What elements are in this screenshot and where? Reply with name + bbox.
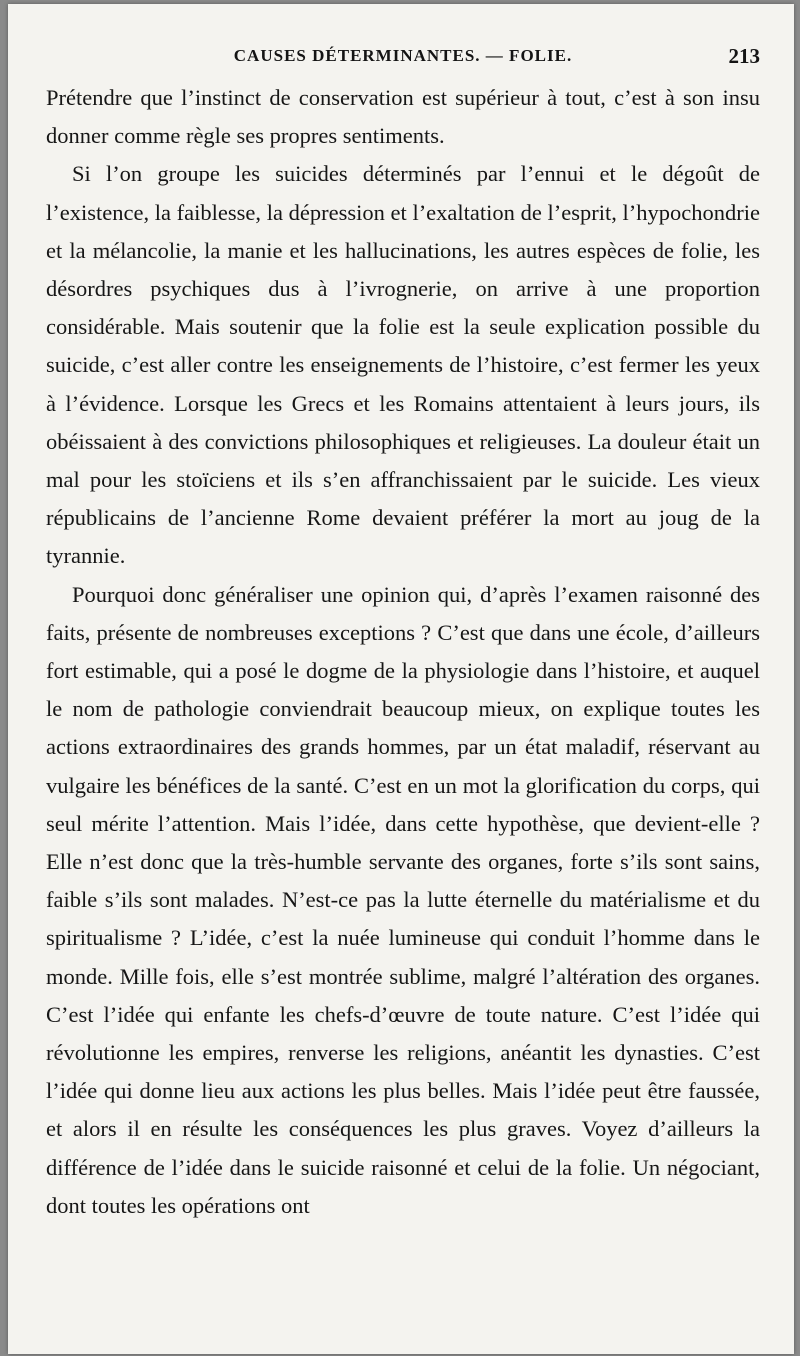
paragraph-generalisation: Pourquoi donc généraliser une opinion qui, d’après l’examen raisonné des faits, présente de nombreuses exceptions ? C’est que dans une école, d’ailleurs fort estimable, qui a posé le dogme de la physiologie dans l’histoire, et auquel le nom de pathologie conviendrait beaucoup mieux, on explique toutes les actions extraordinaires des grands hommes, par un état maladif, réservant au vulgaire les bénéfices de la santé. C’est en un mot la glorification du corps, qui seul mérite l’attention. Mais l’idée, dans cette hypothèse, que devient-elle ? Elle n’est donc que la très-humble servante des organes, forte s’ils sont sains, faible s’ils sont malades. N’est-ce pas la lutte éternelle du matérialisme et du spiritualisme ? L’idée, c’est la nuée lumineuse qui conduit l’homme dans le monde. Mille fois, elle s’est montrée sublime, malgré l’altération des organes. C’est l’idée qui enfante les chefs-d’œuvre de toute nature. C’est l’idée qui révolutionne les empires, renverse les religions, anéantit les dynasties. C’est l’idée qui donne lieu aux actions les plus belles. Mais l’idée peut être faussée, et alors il en résulte les conséquences les plus graves. Voyez d’ailleurs la différence de l’idée dans le suicide raisonné et celui de la folie. Un négociant, dont toutes les opérations ont (46, 581, 760, 1218)
paragraph-continuation: Prétendre que l’instinct de conservation est supérieur à tout, c’est à son insu donner comme règle ses propres sentiments. (46, 85, 760, 149)
page-header (46, 44, 760, 74)
paragraph-suicide-groups: Si l’on groupe les suicides déterminés par l’ennui et le dégoût de l’existence, la faiblesse, la dépression et l’exaltation de l’esprit, l’hypochondrie et la mélancolie, la manie et les hallucinations, les autres espèces de folie, les désordres psychiques dus à l’ivrognerie, on arrive à une proportion considérable. Mais soutenir que la folie est la seule explication possible du suicide, c’est aller contre les enseignements de l’histoire, c’est fermer les yeux à l’évidence. Lorsque les Grecs et les Romains attentaient à leurs jours, ils obéissaient à des convictions philosophiques et religieuses. La douleur était un mal pour les stoïciens et ils s’en affranchissaient par le suicide. Les vieux républicains de l’ancienne Rome devaient préférer la mort au joug de la tyrannie. (46, 161, 760, 569)
book-page (8, 4, 794, 1354)
page-number: 213 (728, 44, 760, 68)
running-title: CAUSES DÉTERMINANTES. — FOLIE. (233, 46, 573, 65)
body-text (46, 79, 760, 1225)
